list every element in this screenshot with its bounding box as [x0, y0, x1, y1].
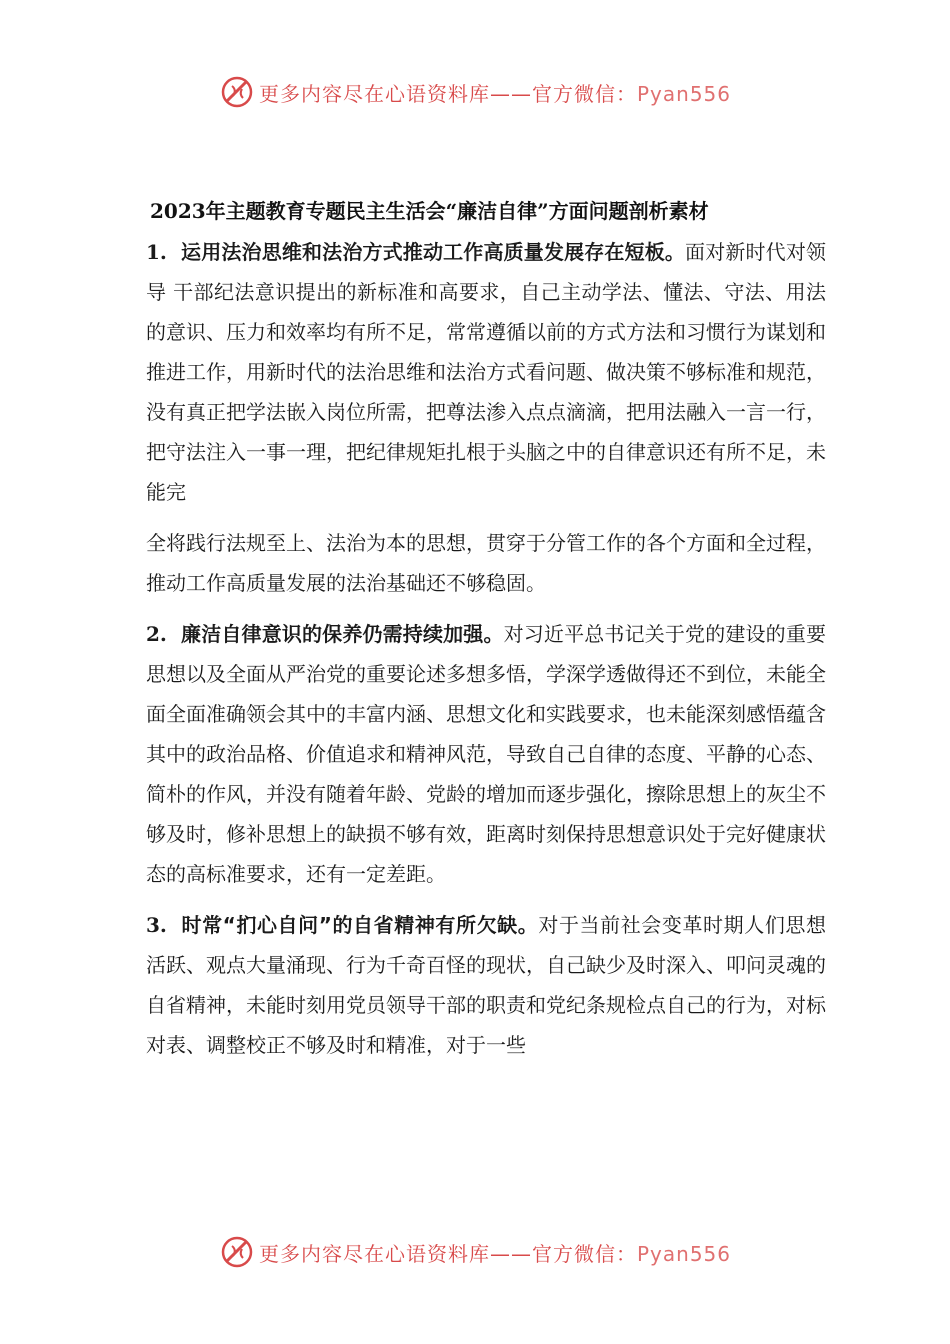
section-1 — [146, 232, 826, 512]
section-heading: 运用法治思维和法治方式推动工作高质量发展存在短板。 — [180, 240, 686, 264]
section-number: 1. — [146, 240, 167, 264]
section-number: 3. — [146, 913, 167, 937]
document-title: 2023年主题教育专题民主生活会“廉洁自律”方面问题剖析素材 — [150, 199, 709, 223]
document-body — [146, 196, 826, 1076]
section-heading: 廉洁自律意识的保养仍需持续加强。 — [180, 622, 504, 646]
section-body: 面对新时代对领导 干部纪法意识提出的新标准和高要求，自己主动学法、懂法、守法、用法的意识、压力和效率均有所不足，常常遵循以前的方式方法和习惯行为谋划和推进工作，用新时代的法治思维和法治方式看问题、做决策不够标准和规范，没有真正把学法嵌入岗位所需，把尊法渗入点点滴滴，把用法融入一言一行，把守法注入一事一理，把纪律规矩扎根于头脑之中的自律意识还有所不足，未能完 — [146, 240, 827, 504]
watermark-text: 更多内容尽在心语资料库——官方微信：Pyan556 — [258, 1241, 731, 1266]
section-2 — [146, 614, 826, 894]
brand-logo-icon — [219, 74, 255, 110]
watermark-text: 更多内容尽在心语资料库——官方微信：Pyan556 — [258, 81, 731, 106]
footer-watermark — [0, 1232, 950, 1272]
section-number: 2. — [146, 622, 167, 646]
section-3 — [146, 905, 826, 1065]
section-body: 对习近平总书记关于党的建设的重要思想以及全面从严治党的重要论述多想多悟，学深学透做得还不到位，未能全面全面准确领会其中的丰富内涵、思想文化和实践要求，也未能深刻感悟蕴含其中的政治品格、价值追求和精神风范，导致自己自律的态度、平静的心态、简朴的作风，并没有随着年龄、党龄的增加而逐步强化，擦除思想上的灰尘不够及时，修补思想上的缺损不够有效，距离时刻保持思想意识处于完好健康状态的高标准要求，还有一定差距。 — [146, 622, 827, 886]
section-1-continuation: 全将践行法规至上、法治为本的思想，贯穿于分管工作的各个方面和全过程， 推动工作高质量发展的法治基础还不够稳固。 — [146, 531, 826, 595]
section-heading: 时常“扪心自问”的自省精神有所欠缺。 — [180, 913, 539, 937]
brand-logo-icon — [219, 1234, 255, 1270]
header-watermark — [0, 72, 950, 112]
section-body: 对于当前社会变革时期人们思想活跃、观点大量涌现、行为千奇百怪的现状，自己缺少及时深入、叩问灵魂的自省精神，未能时刻用党员领导干部的职责和党纪条规检点自己的行为，对标对表、调整校正不够及时和精准，对于一些 — [146, 913, 827, 1057]
